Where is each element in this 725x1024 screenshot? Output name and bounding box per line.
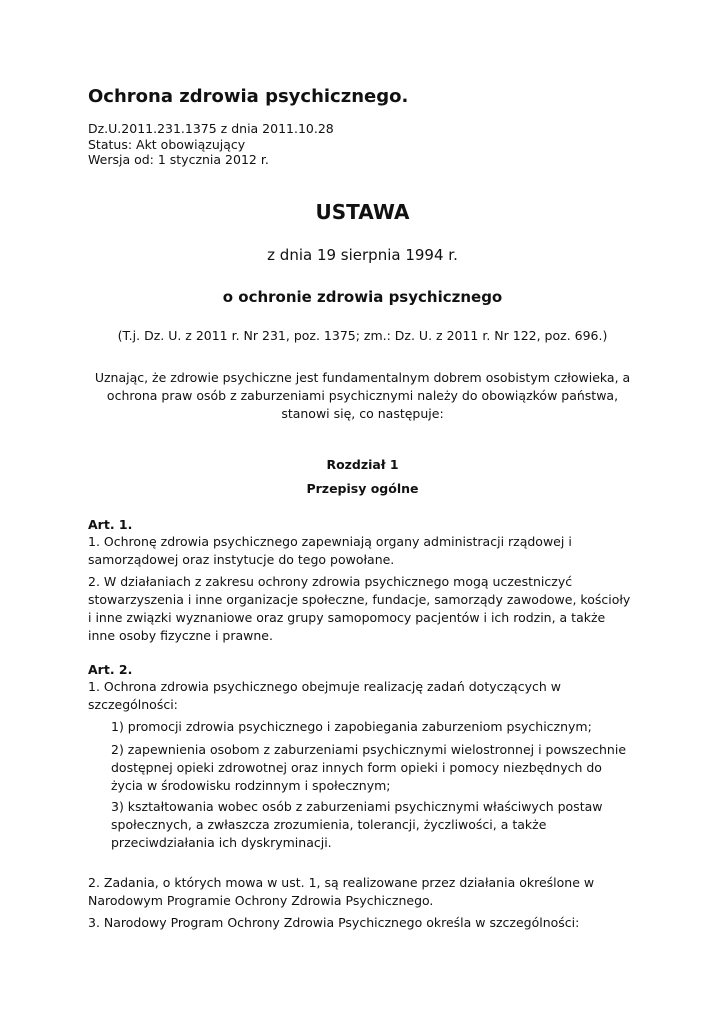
article-1-heading: Art. 1. xyxy=(88,517,133,532)
chapter-name: Przepisy ogólne xyxy=(306,481,419,496)
act-heading: USTAWA xyxy=(315,200,410,224)
article-2-item-3: 3) kształtowania wobec osób z zaburzeniami psychicznymi właściwych postaw społecznych, a zwłaszcza zrozumienia, tolerancji, życzliwości, a także przeciwdziałania ich dyskryminacji. xyxy=(111,799,603,850)
chapter-number: Rozdział 1 xyxy=(326,457,399,472)
article-2-heading: Art. 2. xyxy=(88,662,133,677)
journal-reference: Dz.U.2011.231.1375 z dnia 2011.10.28 xyxy=(88,121,334,136)
act-status: Status: Akt obowiązujący xyxy=(88,136,246,152)
article-2-paragraph-1: 1. Ochrona zdrowia psychicznego obejmuje realizację zadań dotyczących w szczególności: xyxy=(88,679,561,712)
article-2-paragraph-3: 3. Narodowy Program Ochrony Zdrowia Psychicznego określa w szczególności: xyxy=(88,915,580,930)
document-metadata xyxy=(88,121,334,168)
article-2-item-2: 2) zapewnienia osobom z zaburzeniami psychicznymi wielostronnej i powszechnie dostępnej opieki zdrowotnej oraz innych form opieki i pomocy niezbędnych do życia w środowisku rodzinnym i społecznym; xyxy=(111,742,627,793)
act-date: z dnia 19 sierpnia 1994 r. xyxy=(267,246,458,264)
version-date: Wersja od: 1 stycznia 2012 r. xyxy=(88,152,269,167)
consolidated-text-reference: (T.j. Dz. U. z 2011 r. Nr 231, poz. 1375; zm.: Dz. U. z 2011 r. Nr 122, poz. 696.) xyxy=(117,328,608,343)
article-2-item-1: 1) promocji zdrowia psychicznego i zapobiegania zaburzeniom psychicznym; xyxy=(111,719,592,734)
article-1-paragraph-1: 1. Ochronę zdrowia psychicznego zapewniają organy administracji rządowej i samorządowej oraz instytucje do tego powołane. xyxy=(88,534,572,567)
document-title: Ochrona zdrowia psychicznego. xyxy=(88,86,409,107)
preamble: Uznając, że zdrowie psychiczne jest fundamentalnym dobrem osobistym człowieka, a ochrona praw osób z zaburzeniami psychicznymi należy do obowiązków państwa, stanowi się, co następuje: xyxy=(94,370,631,421)
article-2-paragraph-2: 2. Zadania, o których mowa w ust. 1, są realizowane przez działania określone w Narodowym Programie Ochrony Zdrowia Psychicznego. xyxy=(88,875,595,908)
act-subject: o ochronie zdrowia psychicznego xyxy=(222,288,503,306)
article-1-paragraph-2: 2. W działaniach z zakresu ochrony zdrowia psychicznego mogą uczestniczyć stowarzyszenia i inne organizacje społeczne, fundacje, samorządy zawodowe, kościoły i inne związki wyznaniowe oraz grupy samopomocy pacjentów i ich rodzin, a także inne osoby fizyczne i prawne. xyxy=(88,574,631,643)
